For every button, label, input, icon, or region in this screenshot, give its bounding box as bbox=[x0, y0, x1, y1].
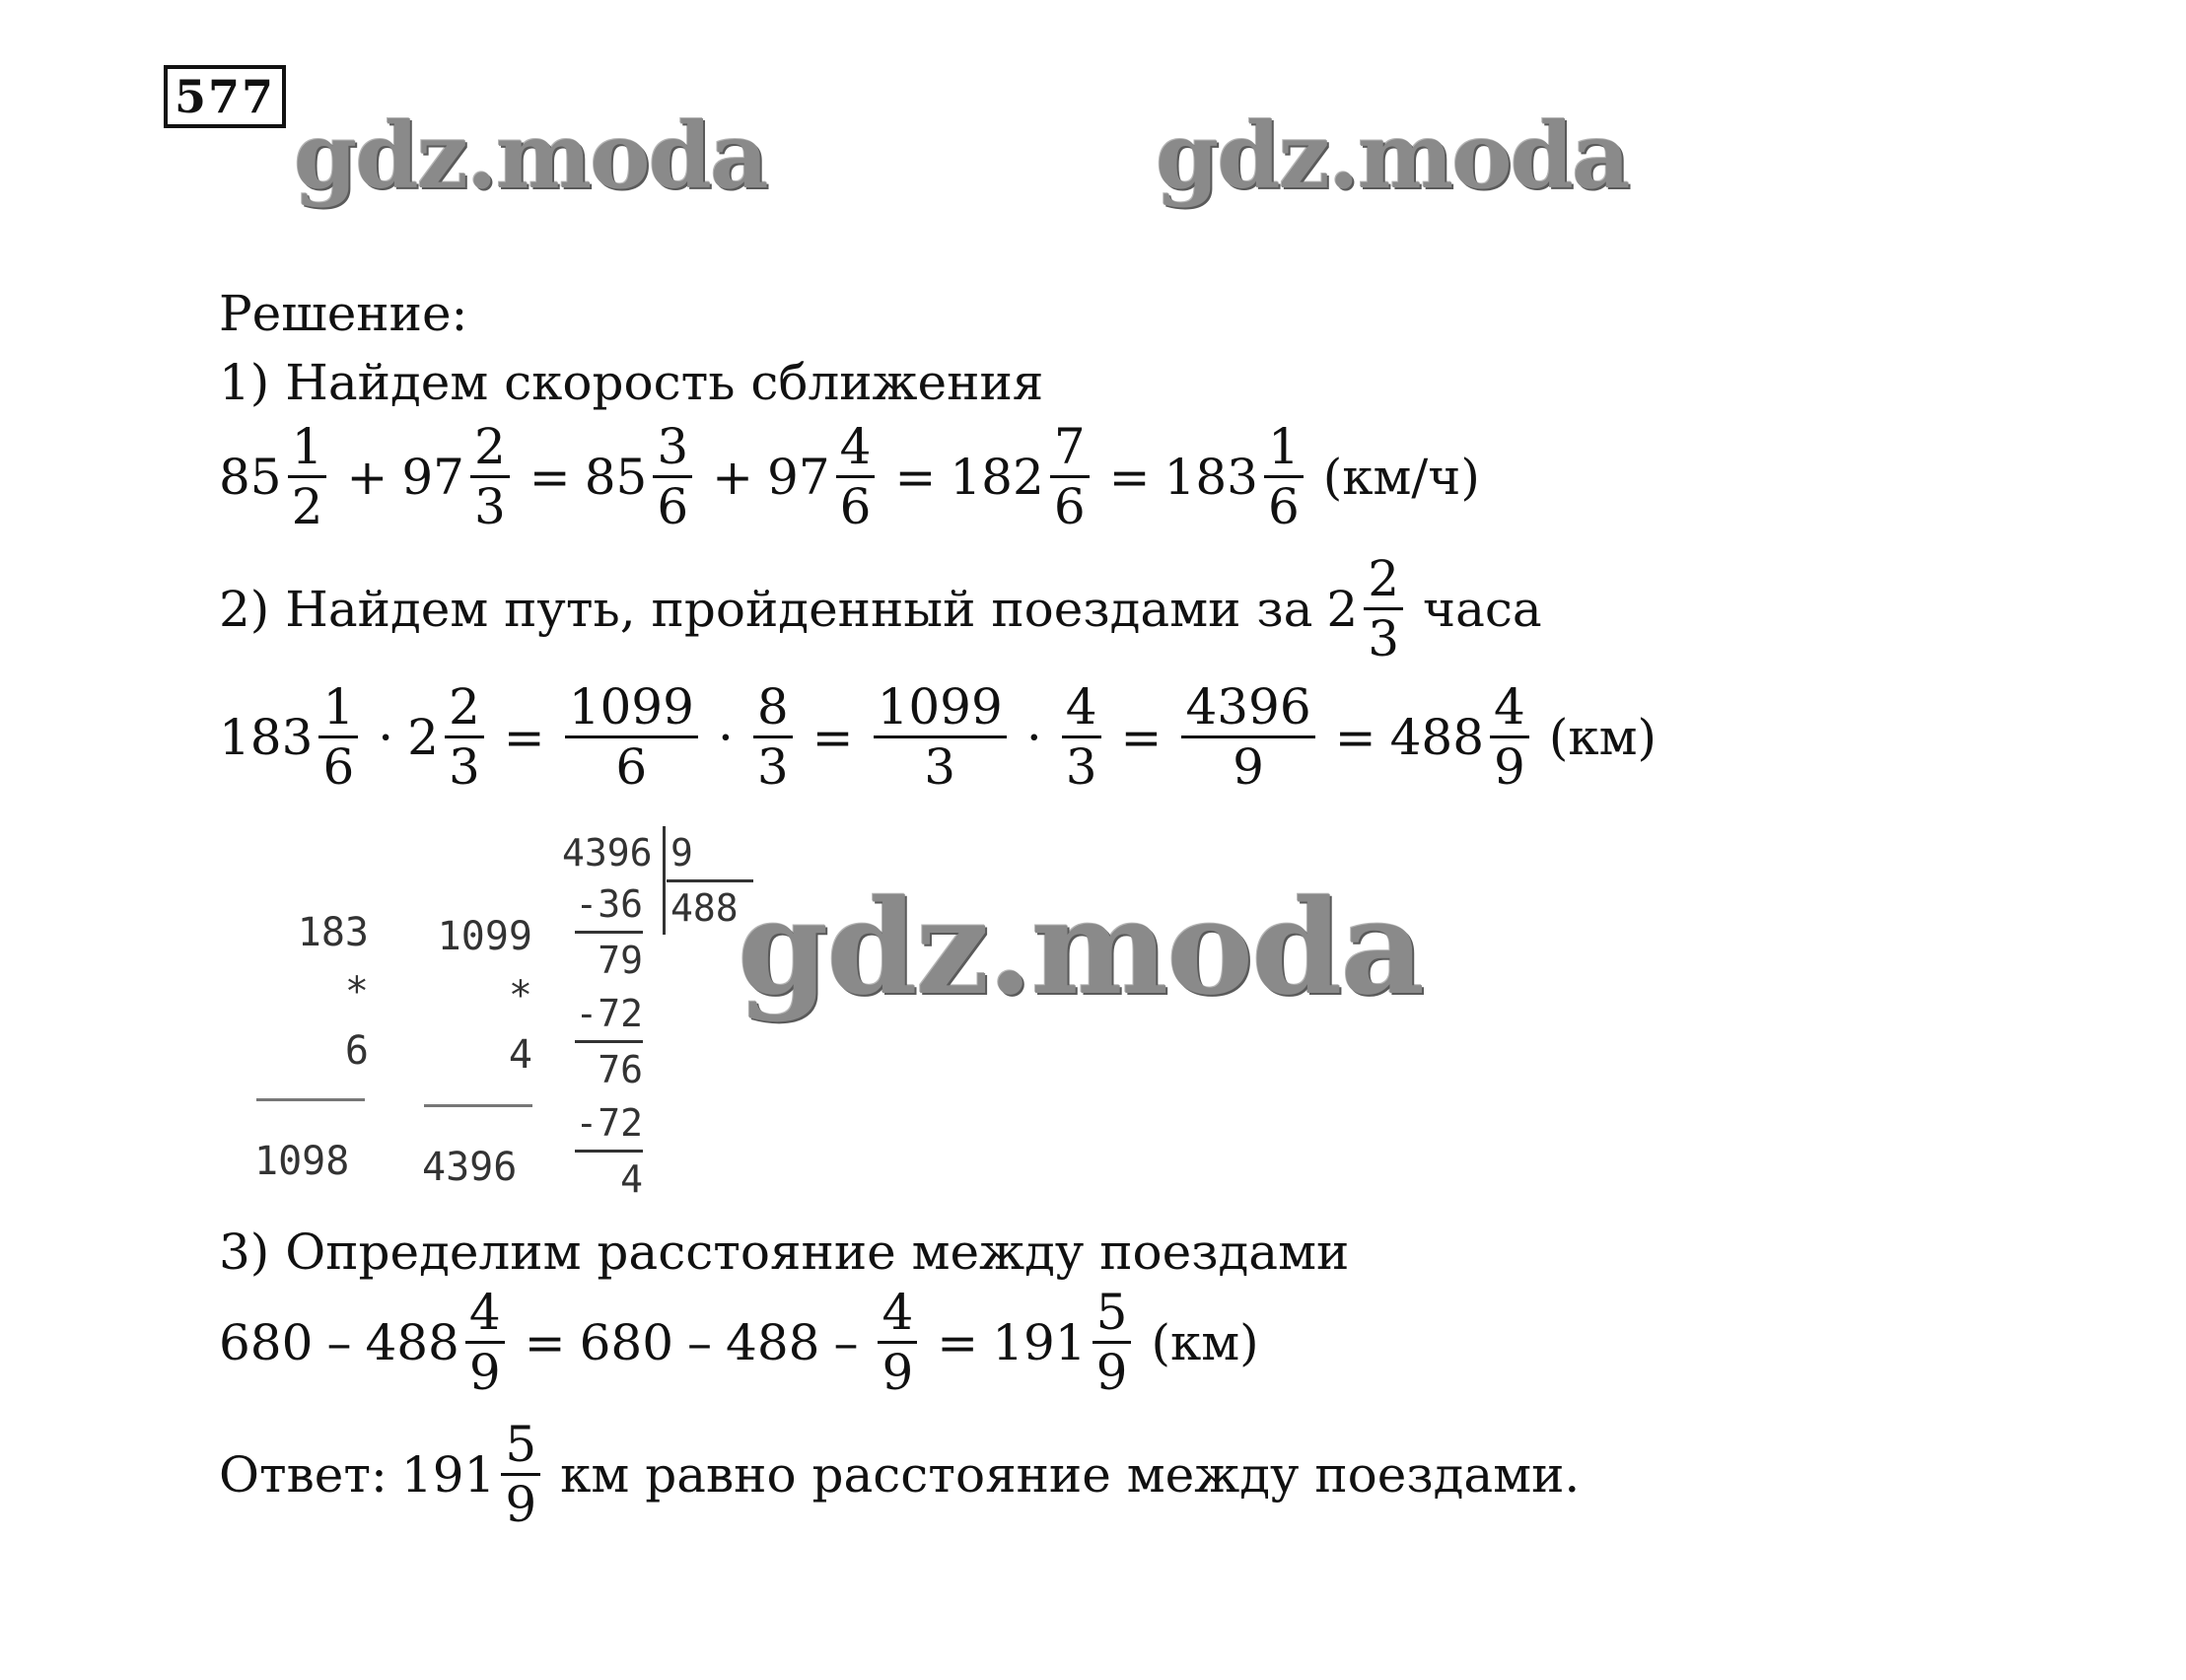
fraction: $\frac{2}{3}$ bbox=[470, 418, 510, 535]
watermark-logo: gdz.moda bbox=[294, 103, 767, 209]
unit-label: (км/ч) bbox=[1322, 448, 1480, 506]
fraction: $\frac{5}{9}$ bbox=[1093, 1284, 1132, 1401]
whole-part: 2 bbox=[407, 708, 439, 766]
step3-title: 3) Определим расстояние между поездами bbox=[219, 1224, 1350, 1281]
step3-equation bbox=[219, 1284, 1259, 1401]
fraction: $\frac{4}{9}$ bbox=[1490, 678, 1529, 796]
column-result-2: 4396 bbox=[422, 1145, 518, 1190]
column-line bbox=[424, 1104, 532, 1107]
fraction: $\frac{1}{6}$ bbox=[318, 678, 358, 796]
step2-equation bbox=[219, 678, 1657, 796]
solution-label: Решение: bbox=[219, 285, 468, 342]
whole-part: 488 bbox=[365, 1313, 459, 1371]
column-result-1: 1098 bbox=[254, 1139, 350, 1184]
division-quotient: 488 bbox=[670, 886, 739, 930]
division-steps: -36 79 -72 76 -72 4 bbox=[554, 877, 643, 1206]
problem-number: 577 bbox=[164, 65, 286, 128]
fraction: $\frac{2}{3}$ bbox=[1364, 550, 1403, 667]
watermark-logo: gdz.moda bbox=[1156, 103, 1629, 209]
watermark-logo: gdz.moda bbox=[738, 872, 1424, 1024]
equals-sign: = bbox=[503, 708, 545, 766]
whole-part: 183 bbox=[1164, 448, 1258, 506]
fraction: $\frac{5}{9}$ bbox=[501, 1416, 540, 1533]
answer-text: км равно расстояние между поездами. bbox=[560, 1445, 1581, 1504]
equals-sign: = bbox=[1334, 708, 1376, 766]
fraction: $\frac{1}{2}$ bbox=[288, 418, 327, 535]
column-multiplication-1: 183 * 6 bbox=[297, 910, 369, 1074]
whole-part: 85 bbox=[584, 448, 648, 506]
equals-sign: = bbox=[529, 448, 571, 506]
plus-sign: + bbox=[712, 448, 754, 506]
minus-sign: – bbox=[687, 1313, 713, 1371]
fraction: $\frac{2}{3}$ bbox=[445, 678, 484, 796]
whole-part: 97 bbox=[401, 448, 464, 506]
fraction: $\frac{1099}{6}$ bbox=[565, 678, 698, 796]
unit-label: (км) bbox=[1548, 708, 1657, 766]
whole-part: 182 bbox=[950, 448, 1044, 506]
answer-label: Ответ: bbox=[219, 1445, 388, 1504]
minus-sign: – bbox=[833, 1313, 859, 1371]
division-divisor: 9 bbox=[670, 831, 693, 875]
number: 680 bbox=[579, 1313, 674, 1371]
multiply-dot: · bbox=[378, 708, 394, 766]
equals-sign: = bbox=[894, 448, 937, 506]
equals-sign: = bbox=[937, 1313, 979, 1371]
equals-sign: = bbox=[524, 1313, 566, 1371]
fraction: $\frac{1}{6}$ bbox=[1264, 418, 1304, 535]
number: 680 bbox=[219, 1313, 314, 1371]
fraction: $\frac{1099}{3}$ bbox=[874, 678, 1007, 796]
fraction: $\frac{8}{3}$ bbox=[753, 678, 793, 796]
step2-title: 2) Найдем путь, пройденный поездами за 2 $\frac{2}{3}$ часа bbox=[219, 550, 1542, 667]
plus-sign: + bbox=[346, 448, 388, 506]
equals-sign: = bbox=[811, 708, 854, 766]
multiply-dot: · bbox=[1025, 708, 1042, 766]
fraction: $\frac{3}{6}$ bbox=[653, 418, 692, 535]
unit-label: (км) bbox=[1151, 1313, 1259, 1371]
whole-part: 191 bbox=[992, 1313, 1087, 1371]
minus-sign: – bbox=[326, 1313, 352, 1371]
equals-sign: = bbox=[1120, 708, 1163, 766]
step1-title: 1) Найдем скорость сближения bbox=[219, 354, 1044, 411]
fraction: $\frac{4}{6}$ bbox=[836, 418, 876, 535]
column-line bbox=[256, 1098, 365, 1101]
whole-part: 191 bbox=[400, 1445, 496, 1504]
step1-equation bbox=[219, 418, 1480, 535]
whole-part: 488 bbox=[1389, 708, 1485, 766]
column-multiplication-2: 1099 * 4 bbox=[437, 914, 532, 1078]
fraction: $\frac{4396}{9}$ bbox=[1181, 678, 1314, 796]
whole-part: 183 bbox=[219, 708, 314, 766]
fraction: $\frac{7}{6}$ bbox=[1050, 418, 1090, 535]
whole-part: 97 bbox=[767, 448, 830, 506]
division-dividend: 4396 bbox=[562, 831, 653, 875]
whole-part: 85 bbox=[219, 448, 282, 506]
number: 488 bbox=[726, 1313, 820, 1371]
multiply-dot: · bbox=[717, 708, 734, 766]
fraction: $\frac{4}{9}$ bbox=[465, 1284, 505, 1401]
division-bar-vertical bbox=[663, 826, 666, 935]
answer-line bbox=[219, 1416, 1580, 1533]
fraction: $\frac{4}{3}$ bbox=[1062, 678, 1101, 796]
equals-sign: = bbox=[1108, 448, 1151, 506]
fraction: $\frac{4}{9}$ bbox=[878, 1284, 917, 1401]
